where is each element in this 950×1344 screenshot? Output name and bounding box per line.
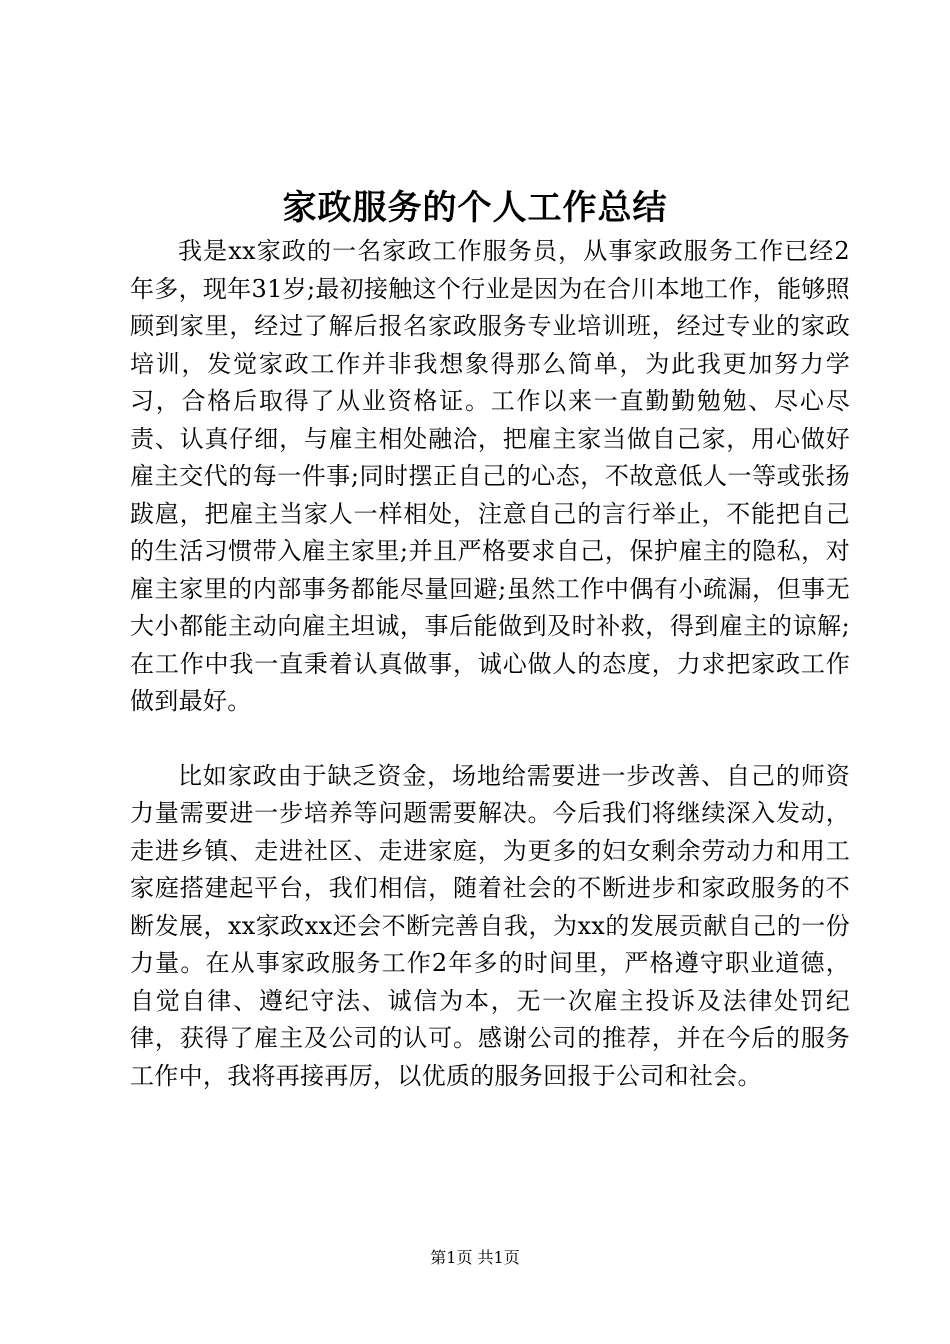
document-body xyxy=(130,233,850,1095)
page-footer: 第1页 共1页 xyxy=(430,1248,520,1267)
document-title: 家政服务的个人工作总结 xyxy=(282,188,668,228)
paragraph-1: 我是xx家政的一名家政工作服务员，从事家政服务工作已经2年多，现年31岁;最初接触这个行业是因为在合川本地工作，能够照顾到家里，经过了解后报名家政服务专业培训班，经过专业的家政培训，发觉家政工作并非我想象得那么简单，为此我更加努力学习，合格后取得了从业资格证。工作以来一直勤勤勉勉、尽心尽责、认真仔细，与雇主相处融洽，把雇主家当做自己家，用心做好雇主交代的每一件事;同时摆正自己的心态，不故意低人一等或张扬跋扈，把雇主当家人一样相处，注意自己的言行举止，不能把自己的生活习惯带入雇主家里;并且严格要求自己，保护雇主的隐私，对雇主家里的内部事务都能尽量回避;虽然工作中偶有小疏漏，但事无大小都能主动向雇主坦诚，事后能做到及时补救，得到雇主的谅解;在工作中我一直秉着认真做事，诚心做人的态度，力求把家政工作做到最好。 xyxy=(130,237,850,715)
paragraph-2: 比如家政由于缺乏资金，场地给需要进一步改善、自己的师资力量需要进一步培养等问题需要解决。今后我们将继续深入发动，走进乡镇、走进社区、走进家庭，为更多的妇女剩余劳动力和用工家庭搭建起平台，我们相信，随着社会的不断进步和家政服务的不断发展，xx家政xx还会不断完善自我，为xx的发展贡献自己的一份力量。在从事家政服务工作2年多的时间里，严格遵守职业道德，自觉自律、遵纪守法、诚信为本，无一次雇主投诉及法律处罚纪律，获得了雇主及公司的认可。感谢公司的推荐，并在今后的服务工作中，我将再接再厉，以优质的服务回报于公司和社会。 xyxy=(130,761,850,1090)
